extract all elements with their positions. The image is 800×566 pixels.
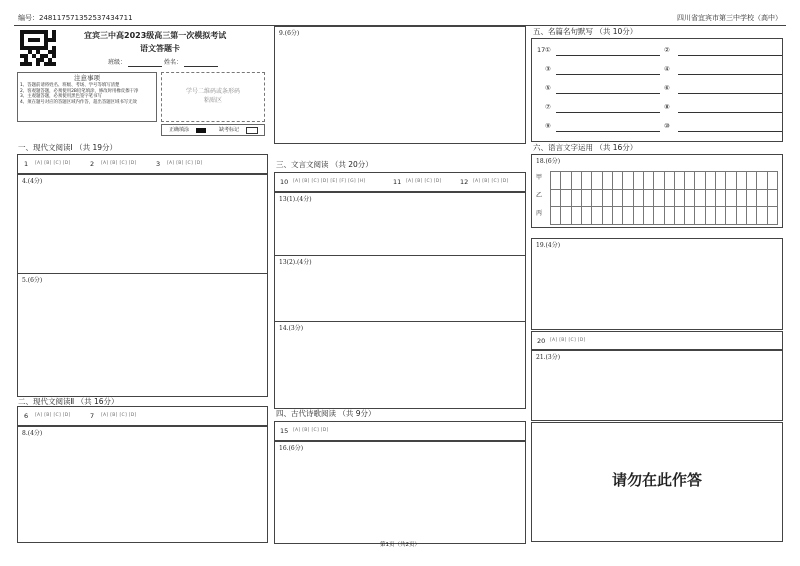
q18-grid-cell[interactable] bbox=[747, 172, 757, 190]
q21-answer-area[interactable] bbox=[531, 350, 783, 421]
section-4-title: 四、古代诗歌阅读 （共 9分） bbox=[276, 409, 376, 418]
q18-grid-cell[interactable] bbox=[592, 172, 602, 190]
q17-blank-line[interactable] bbox=[556, 55, 660, 56]
notice-item: 4、须在题号对应的答题区域内作答，超出答题区域书写无效 bbox=[20, 99, 137, 105]
q10-number: 10 bbox=[280, 178, 289, 186]
q18-grid-cell[interactable] bbox=[726, 172, 736, 190]
q17-answer-area[interactable] bbox=[531, 38, 783, 142]
q18-grid-cell[interactable] bbox=[613, 172, 623, 190]
q12-options[interactable]: [A] [B] [C] [D] bbox=[473, 179, 509, 184]
q18-grid-cell[interactable] bbox=[654, 190, 664, 208]
q17-blank-line[interactable] bbox=[678, 112, 782, 113]
q18-grid-cell[interactable] bbox=[685, 190, 695, 208]
q18-grid-cell[interactable] bbox=[737, 207, 747, 225]
q5-label: 5.(6分) bbox=[22, 277, 43, 284]
barcode-paste-area bbox=[161, 72, 265, 122]
notice-title: 注意事项 bbox=[74, 74, 100, 82]
q18-grid-cell[interactable] bbox=[737, 190, 747, 208]
q18-grid-cell[interactable] bbox=[665, 172, 675, 190]
q18-grid-cell[interactable] bbox=[561, 190, 571, 208]
q8-label: 8.(4分) bbox=[22, 430, 43, 437]
q18-grid-cell[interactable] bbox=[685, 172, 695, 190]
page-footer: 第1页（共2页） bbox=[380, 542, 420, 548]
q18-grid-cell[interactable] bbox=[592, 207, 602, 225]
q17-blank-line[interactable] bbox=[678, 93, 782, 94]
q17-blank-line[interactable] bbox=[556, 112, 660, 113]
absent-mark-label: 缺考标记 bbox=[219, 127, 240, 133]
q4-label: 4.(4分) bbox=[22, 178, 43, 185]
q9-label: 9.(6分) bbox=[279, 30, 300, 37]
q10-options[interactable]: [A] [B] [C] [D] [E] [F] [G] [H] bbox=[293, 179, 366, 184]
section-3-title: 三、文言文阅读 （共 20分） bbox=[276, 160, 373, 169]
objective-row-10-12 bbox=[274, 172, 526, 192]
q18-grid-cell[interactable] bbox=[716, 190, 726, 208]
objective-row-20 bbox=[531, 331, 783, 350]
q5-answer-area[interactable] bbox=[17, 273, 268, 397]
q17-blank-marker: ① bbox=[545, 46, 551, 54]
class-field[interactable] bbox=[128, 66, 162, 67]
section-6-title: 六、语言文字运用 （共 16分） bbox=[533, 143, 638, 152]
q18-grid-cell[interactable] bbox=[747, 190, 757, 208]
q18-grid-cell[interactable] bbox=[737, 172, 747, 190]
q17-blank-line[interactable] bbox=[556, 74, 660, 75]
q18-grid-cell[interactable] bbox=[685, 207, 695, 225]
q9-answer-area[interactable] bbox=[274, 26, 526, 144]
q8-answer-area[interactable] bbox=[17, 426, 268, 543]
q11-options[interactable]: [A] [B] [C] [D] bbox=[406, 179, 442, 184]
q18-grid-cell[interactable] bbox=[768, 207, 778, 225]
q17-blank-marker: ③ bbox=[545, 65, 551, 73]
q18-grid-cell[interactable] bbox=[665, 207, 675, 225]
class-label: 班级： bbox=[108, 59, 127, 66]
q18-grid[interactable] bbox=[550, 171, 778, 225]
q18-grid-cell[interactable] bbox=[572, 190, 582, 208]
q1-options[interactable]: [A] [B] [C] [D] bbox=[35, 161, 71, 166]
q18-grid-cell[interactable] bbox=[654, 172, 664, 190]
q18-grid-cell[interactable] bbox=[695, 190, 705, 208]
q3-number: 3 bbox=[156, 160, 161, 168]
q18-grid-cell[interactable] bbox=[716, 172, 726, 190]
q17-blank-marker: ⑤ bbox=[545, 84, 551, 92]
q17-blank-marker: ② bbox=[664, 46, 670, 54]
notice-list bbox=[20, 83, 154, 105]
q17-blank-line[interactable] bbox=[678, 55, 782, 56]
q17-blank-marker: ④ bbox=[664, 65, 670, 73]
card-title: 宜宾三中高2023级高三第一次模拟考试 bbox=[84, 31, 227, 40]
q21-label: 21.(3分) bbox=[536, 354, 561, 361]
q18-grid-cell[interactable] bbox=[644, 207, 654, 225]
q17-blank-marker: ⑥ bbox=[664, 84, 670, 92]
notice-item: 2、客观题答题，必须使用2B铅笔填涂，修改时用橡皮擦干净 bbox=[20, 88, 139, 94]
q18-row-label: 甲 bbox=[536, 174, 543, 181]
no-answer-area bbox=[531, 422, 783, 542]
q18-grid-cell[interactable] bbox=[582, 172, 592, 190]
q18-row-label: 乙 bbox=[536, 192, 543, 199]
q15-number: 15 bbox=[280, 427, 289, 435]
q13-1-label: 13(1).(4分) bbox=[279, 196, 312, 203]
q6-number: 6 bbox=[24, 412, 29, 420]
q18-row-label: 丙 bbox=[536, 210, 543, 217]
q18-grid-cell[interactable] bbox=[572, 207, 582, 225]
q18-grid-cell[interactable] bbox=[551, 172, 561, 190]
absent-mark-box[interactable] bbox=[246, 127, 258, 134]
q18-grid-cell[interactable] bbox=[623, 190, 633, 208]
q20-options[interactable]: [A] [B] [C] [D] bbox=[550, 338, 586, 343]
q18-grid-cell[interactable] bbox=[675, 190, 685, 208]
q18-grid-cell[interactable] bbox=[757, 207, 767, 225]
q18-grid-cell[interactable] bbox=[561, 207, 571, 225]
q6-options[interactable]: [A] [B] [C] [D] bbox=[35, 413, 71, 418]
q18-grid-cell[interactable] bbox=[716, 207, 726, 225]
correct-fill-label: 正确填涂 bbox=[169, 127, 190, 133]
q18-grid-cell[interactable] bbox=[644, 172, 654, 190]
q17-blank-line[interactable] bbox=[678, 131, 782, 132]
q17-blank-marker: ⑧ bbox=[664, 103, 670, 111]
q18-grid-cell[interactable] bbox=[603, 207, 613, 225]
q18-grid-cell[interactable] bbox=[757, 172, 767, 190]
q17-blank-line[interactable] bbox=[556, 131, 660, 132]
q18-row-labels bbox=[536, 171, 548, 225]
q4-answer-area[interactable] bbox=[17, 174, 268, 274]
card-subtitle: 语文答题卡 bbox=[140, 44, 180, 53]
q18-grid-cell[interactable] bbox=[582, 190, 592, 208]
q18-grid-cell[interactable] bbox=[706, 207, 716, 225]
q18-grid-cell[interactable] bbox=[634, 190, 644, 208]
section-1-title: 一、现代文阅读Ⅰ （共 19分） bbox=[18, 143, 118, 152]
q18-grid-cell[interactable] bbox=[644, 190, 654, 208]
exam-id-value: 248117571352537434711 bbox=[39, 14, 133, 22]
q18-answer-area[interactable] bbox=[531, 154, 783, 228]
q18-grid-cell[interactable] bbox=[747, 207, 757, 225]
q1-number: 1 bbox=[24, 160, 29, 168]
q18-grid-cell[interactable] bbox=[726, 190, 736, 208]
q19-answer-area[interactable] bbox=[531, 238, 783, 330]
q18-grid-cell[interactable] bbox=[613, 207, 623, 225]
q18-grid-cell[interactable] bbox=[726, 207, 736, 225]
q18-grid-cell[interactable] bbox=[603, 172, 613, 190]
q17-blank-marker: ⑩ bbox=[664, 122, 670, 130]
q18-grid-cell[interactable] bbox=[768, 190, 778, 208]
objective-row-6-7 bbox=[17, 406, 268, 426]
q16-label: 16.(6分) bbox=[279, 445, 304, 452]
q18-grid-cell[interactable] bbox=[757, 190, 767, 208]
q18-grid-cell[interactable] bbox=[706, 190, 716, 208]
q18-grid-cell[interactable] bbox=[634, 207, 644, 225]
q2-options[interactable]: [A] [B] [C] [D] bbox=[101, 161, 137, 166]
q18-grid-cell[interactable] bbox=[561, 172, 571, 190]
q18-grid-cell[interactable] bbox=[654, 207, 664, 225]
objective-row-15 bbox=[274, 421, 526, 441]
q18-grid-cell[interactable] bbox=[768, 172, 778, 190]
name-field[interactable] bbox=[184, 66, 218, 67]
q18-grid-cell[interactable] bbox=[675, 207, 685, 225]
q18-grid-cell[interactable] bbox=[582, 207, 592, 225]
q18-grid-cell[interactable] bbox=[551, 190, 561, 208]
notice-item: 3、主观题答题，必须使用黑色签字笔书写 bbox=[20, 94, 102, 100]
q17-blank-marker: ⑦ bbox=[545, 103, 551, 111]
q7-options[interactable]: [A] [B] [C] [D] bbox=[101, 413, 137, 418]
q20-number: 20 bbox=[537, 337, 546, 345]
q18-grid-cell[interactable] bbox=[695, 172, 705, 190]
q18-label: 18.(6分) bbox=[536, 158, 561, 165]
q14-answer-area[interactable] bbox=[274, 321, 526, 409]
notice-item: 1、答题前请将姓名、班级、考场、学号等填写清楚 bbox=[20, 83, 120, 88]
fill-legend bbox=[161, 124, 265, 136]
q17-blank-marker: ⑨ bbox=[545, 122, 551, 130]
school-name: 四川省宜宾市第三中学校（高中） bbox=[677, 14, 782, 22]
q12-number: 12 bbox=[460, 178, 469, 186]
section-2-title: 二、现代文阅读Ⅱ （共 16分） bbox=[18, 397, 119, 406]
q17-blank-line[interactable] bbox=[556, 93, 660, 94]
objective-row-1-3 bbox=[17, 154, 268, 174]
q18-grid-cell[interactable] bbox=[634, 172, 644, 190]
q18-grid-cell[interactable] bbox=[623, 172, 633, 190]
q18-grid-cell[interactable] bbox=[695, 207, 705, 225]
q17-blank-line[interactable] bbox=[678, 74, 782, 75]
q18-grid-cell[interactable] bbox=[613, 190, 623, 208]
q2-number: 2 bbox=[90, 160, 95, 168]
q13-2-answer-area[interactable] bbox=[274, 255, 526, 322]
q7-number: 7 bbox=[90, 412, 95, 420]
q18-grid-cell[interactable] bbox=[623, 207, 633, 225]
notice-box bbox=[17, 72, 157, 122]
q13-1-answer-area[interactable] bbox=[274, 192, 526, 256]
qr-code-icon bbox=[20, 30, 56, 66]
q17-number: 17 bbox=[537, 46, 546, 54]
q18-grid-cell[interactable] bbox=[603, 190, 613, 208]
q15-options[interactable]: [A] [B] [C] [D] bbox=[293, 428, 329, 433]
q18-grid-cell[interactable] bbox=[592, 190, 602, 208]
q13-2-label: 13(2).(4分) bbox=[279, 259, 312, 266]
q3-options[interactable]: [A] [B] [C] [D] bbox=[167, 161, 203, 166]
section-5-title: 五、名篇名句默写 （共 10分） bbox=[533, 27, 638, 36]
barcode-text: 学号二维码或条形码 粘贴区 bbox=[185, 88, 240, 104]
q18-grid-cell[interactable] bbox=[572, 172, 582, 190]
q18-grid-cell[interactable] bbox=[706, 172, 716, 190]
q14-label: 14.(3分) bbox=[279, 325, 304, 332]
exam-id-label: 编号： bbox=[18, 14, 39, 22]
q19-label: 19.(4分) bbox=[536, 242, 561, 249]
q18-grid-cell[interactable] bbox=[665, 190, 675, 208]
q11-number: 11 bbox=[393, 178, 402, 186]
filled-mark-icon bbox=[196, 128, 206, 133]
q16-answer-area[interactable] bbox=[274, 441, 526, 544]
exam-id bbox=[18, 15, 133, 22]
q18-grid-cell[interactable] bbox=[675, 172, 685, 190]
name-label: 姓名： bbox=[164, 59, 183, 66]
qr-module bbox=[52, 62, 56, 66]
q17-blanks bbox=[532, 39, 782, 141]
no-answer-text: 请勿在此作答 bbox=[611, 471, 702, 489]
q18-grid-cell[interactable] bbox=[551, 207, 561, 225]
